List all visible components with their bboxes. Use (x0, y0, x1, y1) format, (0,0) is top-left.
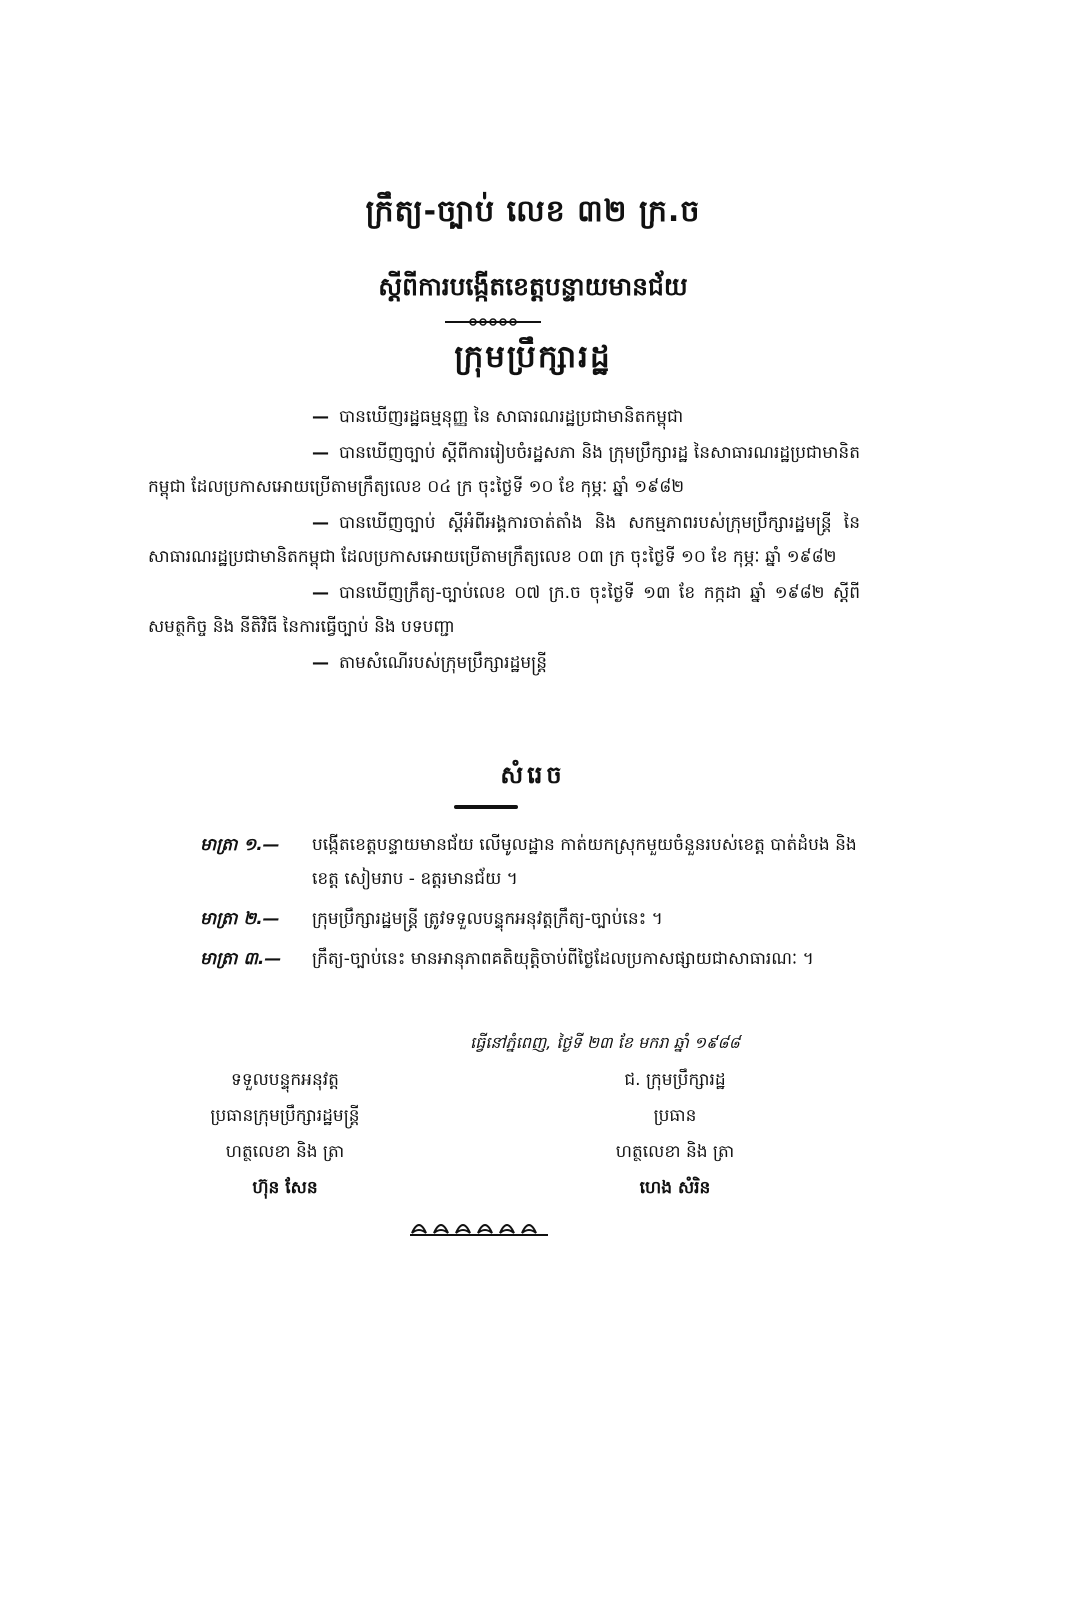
preamble-text: បានឃើញច្បាប់ ស្ដីអំពីអង្គការចាត់តាំង និង សកម្មភាពរបស់ក្រុមប្រឹក្សារដ្ឋមន្ត្រី នៃសាធារណរដ្ឋប្រជាមានិតកម្ពុជា ដែលប្រកាសអោយប្រើតាមក្រឹត្យលេខ ០៣ ក្រ ចុះថ្ងៃទី ១០ ខែ កុម្ភៈ ឆ្នាំ ១៩៨២ (148, 513, 860, 567)
signature-title: ប្រធាន (653, 1106, 697, 1126)
preamble-item (148, 436, 860, 504)
article-label: មាត្រា ១.— (200, 835, 280, 855)
preamble-text: តាមសំណើរបស់ក្រុមប្រឹក្សារដ្ឋមន្ត្រី (339, 653, 548, 673)
date-place-line: ធ្វើនៅភ្នំពេញ, ថ្ងៃទី ២៣ ខែ មករា ឆ្នាំ ១៩៨៨ (470, 1033, 740, 1052)
decision-heading: សំរេច (500, 761, 566, 789)
article-item (200, 828, 860, 896)
signature-role: ជ. ក្រុមប្រឹក្សារដ្ឋ (624, 1070, 726, 1090)
decree-subtitle: ស្ដីពីការបង្កើតខេត្តបន្ទាយមានជ័យ (378, 272, 688, 301)
article-label: មាត្រា ២.— (200, 909, 280, 929)
preamble-item (148, 506, 860, 574)
preamble-item (148, 646, 860, 680)
decree-title: ក្រឹត្យ-ច្បាប់ លេខ ៣២ ក្រ.ច (365, 194, 701, 229)
article-text: ក្រឹត្យ-ច្បាប់នេះ មានអានុភាពគតិយុត្តិចាប់ពីថ្ងៃដែលប្រកាសផ្សាយជាសាធារណៈ ។ (312, 949, 814, 969)
closing-ornament (408, 1215, 550, 1237)
signature-block-right (560, 1062, 790, 1206)
signatory-name: ហ៊ុន សែន (252, 1178, 318, 1198)
article-text: ក្រុមប្រឹក្សារដ្ឋមន្ត្រី ត្រូវទទួលបន្ទុកអនុវត្តក្រឹត្យ-ច្បាប់នេះ ។ (312, 909, 663, 929)
dash-marker: — (312, 513, 329, 533)
preamble (148, 400, 860, 680)
article-text: បង្កើតខេត្តបន្ទាយមានជ័យ លើមូលដ្ឋាន កាត់យកស្រុកមួយចំនួនរបស់ខេត្ត បាត់ដំបង និង ខេត្ត សៀមរាប - ឧត្តរមានជ័យ ។ (312, 835, 857, 889)
signature-seal-note: ហត្ថលេខា និង ត្រា (615, 1142, 735, 1162)
signature-title: ប្រធានក្រុមប្រឹក្សារដ្ឋមន្ត្រី (210, 1106, 360, 1126)
issuer-heading: ក្រុមប្រឹក្សារដ្ឋ (454, 339, 612, 375)
dash-marker: — (312, 583, 329, 603)
preamble-item (148, 400, 860, 434)
article-label: មាត្រា ៣.— (200, 949, 282, 969)
article-item (200, 942, 860, 976)
title-ornament-divider (443, 318, 543, 326)
dash-marker: — (312, 443, 329, 463)
articles-list (200, 828, 860, 982)
signature-seal-note: ហត្ថលេខា និង ត្រា (225, 1142, 345, 1162)
preamble-text: បានឃើញច្បាប់ ស្ដីពីការរៀបចំរដ្ឋសភា និង ក្រុមប្រឹក្សារដ្ឋ នៃសាធារណរដ្ឋប្រជាមានិតកម្ពុជា ដែលប្រកាសអោយប្រើតាមក្រឹត្យលេខ ០៤ ក្រ ចុះថ្ងៃទី ១០ ខែ កុម្ភៈ ឆ្នាំ ១៩៨២ (148, 443, 860, 497)
preamble-text: បានឃើញរដ្ឋធម្មនុញ្ញ នៃ សាធារណរដ្ឋប្រជាមានិតកម្ពុជា (339, 407, 684, 427)
article-item (200, 902, 860, 936)
preamble-text: បានឃើញក្រឹត្យ-ច្បាប់លេខ ០៧ ក្រ.ច ចុះថ្ងៃទី ១៣ ខែ កក្កដា ឆ្នាំ ១៩៨២ ស្ដីពីសមត្ថកិច្ច និង នីតិវិធី នៃការធ្វើច្បាប់ និង បទបញ្ជា (148, 583, 860, 637)
dash-marker: — (312, 653, 329, 673)
dash-marker: — (312, 407, 329, 427)
signatory-name: ហេង សំរិន (639, 1178, 711, 1198)
signature-role: ទទួលបន្ទុកអនុវត្ត (231, 1070, 339, 1090)
decision-underline (454, 805, 518, 809)
signature-block-left (170, 1062, 400, 1206)
preamble-item (148, 576, 860, 644)
